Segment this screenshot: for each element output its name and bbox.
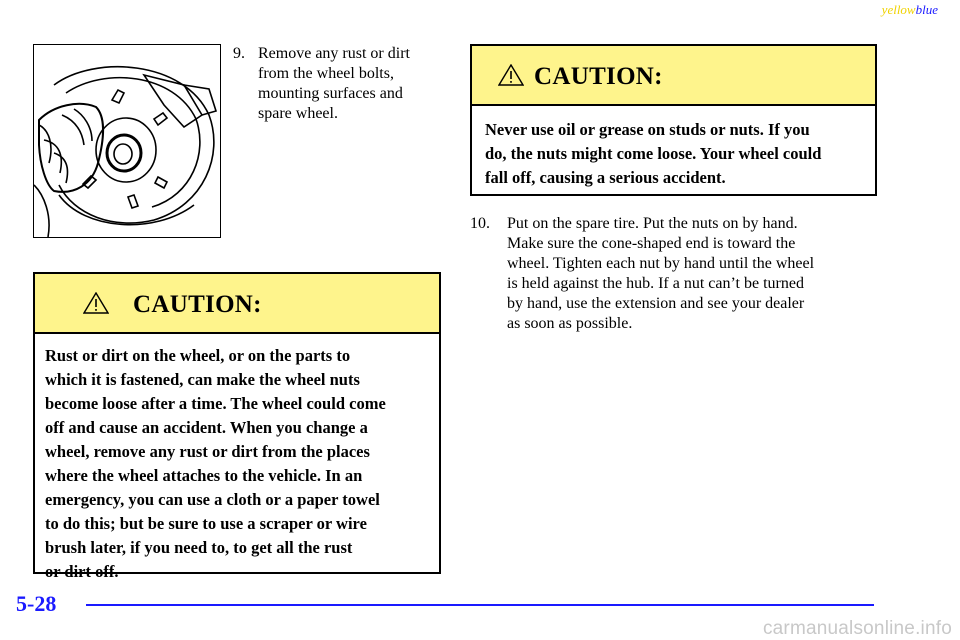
step-number: 9. <box>233 45 245 62</box>
caution-line: where the wheel attaches to the vehicle. In an <box>45 466 363 485</box>
step-text <box>258 44 410 124</box>
tag-yellow: yellow <box>881 2 916 17</box>
step-line: Remove any rust or dirt <box>258 45 410 62</box>
caution-line: to do this; but be sure to use a scraper or wire <box>45 514 367 533</box>
caution-line: fall off, causing a serious accident. <box>485 168 726 187</box>
step-line: Make sure the cone-shaped end is toward the <box>507 235 796 252</box>
caution-line: do, the nuts might come loose. Your wheel could <box>485 144 822 163</box>
step-number: 10. <box>470 215 490 232</box>
site-watermark: carmanualsonline.info <box>762 618 952 639</box>
caution-title: CAUTION: <box>133 291 262 318</box>
caution-line: wheel, remove any rust or dirt from the places <box>45 442 370 461</box>
caution-line: which it is fastened, can make the wheel nuts <box>45 370 360 389</box>
caution-line: become loose after a time. The wheel could come <box>45 394 386 413</box>
caution-box-oil <box>470 44 877 196</box>
caution-line: Rust or dirt on the wheel, or on the parts to <box>45 346 351 365</box>
caution-line: emergency, you can use a cloth or a paper towel <box>45 490 380 509</box>
caution-line: off and cause an accident. When you change a <box>45 418 368 437</box>
step-line: mounting surfaces and <box>258 85 403 102</box>
caution-line: brush later, if you need to, to get all the rust <box>45 538 353 557</box>
step-text <box>507 214 814 334</box>
caution-line: or dirt off. <box>45 562 119 581</box>
caution-box-rust <box>33 272 441 581</box>
tag-blue: blue <box>915 2 938 17</box>
footer-rule <box>86 604 874 606</box>
warning-triangle-icon <box>83 292 109 314</box>
warning-triangle-icon <box>498 64 524 86</box>
step-line: from the wheel bolts, <box>258 65 394 82</box>
caution-header <box>472 46 875 106</box>
step-line: spare wheel. <box>258 105 338 122</box>
step-line: wheel. Tighten each nut by hand until the wheel <box>507 255 815 272</box>
step-line: by hand, use the extension and see your dealer <box>507 295 805 312</box>
step-9 <box>233 44 453 128</box>
caution-title: CAUTION: <box>534 63 663 90</box>
page-number: 5-28 <box>16 591 57 616</box>
step-line: Put on the spare tire. Put the nuts on by hand. <box>507 215 798 232</box>
wheel-hub-illustration <box>33 44 221 238</box>
wheel-hub-cleaning-icon <box>34 45 220 237</box>
print-color-tag <box>882 2 938 18</box>
caution-body <box>472 106 875 190</box>
step-line: as soon as possible. <box>507 315 633 332</box>
caution-line: Never use oil or grease on studs or nuts. If you <box>485 120 810 139</box>
step-line: is held against the hub. If a nut can’t be turned <box>507 275 804 292</box>
caution-header <box>35 274 439 334</box>
step-10 <box>470 214 880 338</box>
caution-body <box>35 334 439 584</box>
